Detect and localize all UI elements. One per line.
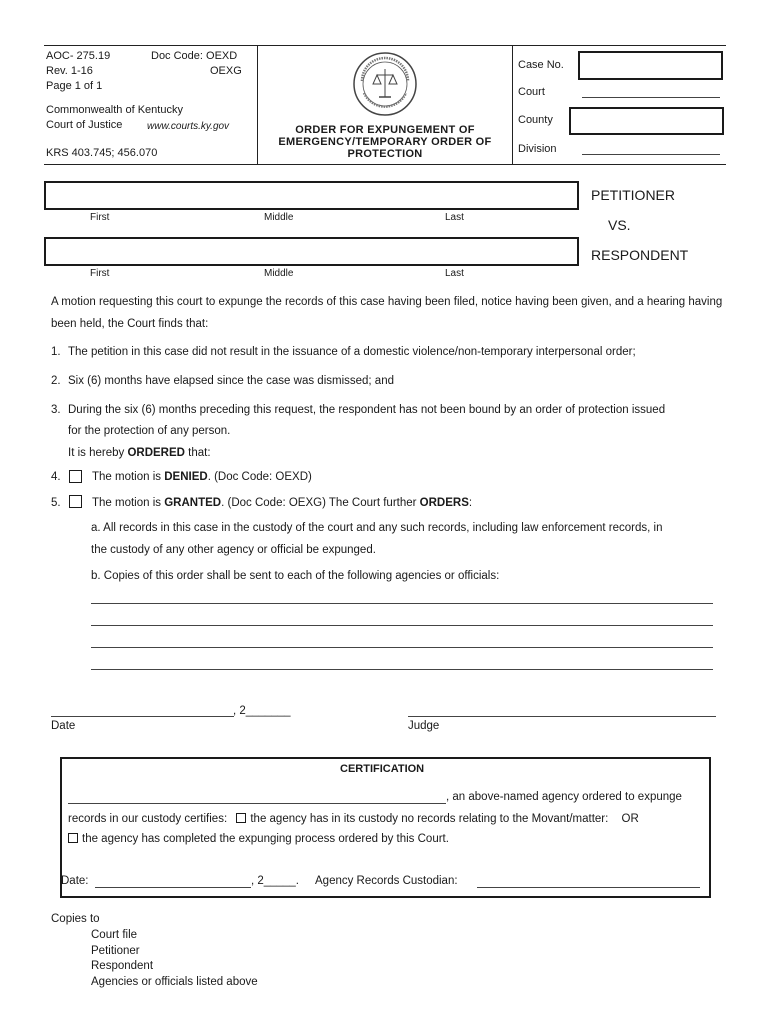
agency-name-line[interactable] [68,803,446,804]
state-seal [352,51,418,117]
cert-line-2-opt: the agency has in its custody no records relating to the Movant/matter: [250,813,609,826]
doc-code-2: OEXG [210,65,242,77]
cert-line-1: , an above-named agency ordered to expunge [446,791,682,803]
item-5-text [92,497,472,509]
denied-checkbox[interactable] [69,470,82,483]
ordered-post: that: [184,447,211,459]
krs-reference: KRS 403.745; 456.070 [46,147,158,159]
title-line-2: EMERGENCY/TEMPORARY ORDER OF [278,136,492,148]
item-4-post: . (Doc Code: OEXD) [207,471,312,483]
item-1-text: The petition in this case did not result in the issuance of a domestic violence/non-temporary interpersonal order; [68,346,636,358]
petitioner-last-label: Last [445,212,464,223]
title-line-3: PROTECTION [347,148,423,160]
case-no-label: Case No. [518,59,564,71]
granted-checkbox[interactable] [69,495,82,508]
ordered-pre: It is hereby [68,447,128,459]
agency-line-2[interactable] [91,625,713,626]
cert-line-3-text: the agency has completed the expunging process ordered by this Court. [82,833,449,846]
copies-item-2: Petitioner [91,945,140,957]
custodian-line[interactable] [477,887,700,888]
county-field[interactable] [569,107,724,135]
cert-line-2-pre: records in our custody certifies: [68,813,228,826]
case-no-field[interactable] [578,51,723,80]
item-4-pre: The motion is [92,471,165,483]
petitioner-name-field[interactable] [44,181,579,210]
judge-signature-line[interactable] [408,716,716,717]
petitioner-label: PETITIONER [591,187,676,203]
versus-label: VS. [608,217,631,233]
item-5-bold-2: ORDERS [419,497,469,509]
petitioner-first-label: First [90,212,110,223]
cert-line-2-or: OR [621,813,639,826]
item-5-bold: GRANTED [164,497,222,509]
form-title [258,124,512,160]
item-3-line-2: for the protection of any person. [68,425,231,437]
division-field[interactable] [582,154,720,155]
intro-paragraph: A motion requesting this court to expunge the records of this case having been filed, notice having been given, and a hearing having been held, the Court finds that: [51,296,723,330]
agency-line-3[interactable] [91,647,713,648]
court-label: Court [518,86,545,98]
sub-a-line-1: a. All records in this case in the custody of the court and any such records, including law enforcement records, in [91,522,663,534]
ordered-bold: ORDERED [127,447,185,459]
copies-item-4: Agencies or officials listed above [91,976,258,988]
court-of-justice: Court of Justice [46,119,123,131]
header-divider-right [512,45,513,165]
item-3-line-1: During the six (6) months preceding this request, the respondent has not been bound by an order of protection issued [68,404,666,416]
division-label: Division [518,143,557,155]
county-label: County [518,114,553,126]
item-2-text: Six (6) months have elapsed since the case was dismissed; and [68,375,394,387]
judge-label: Judge [408,720,440,732]
website: www.courts.ky.gov [147,121,230,132]
expunged-checkbox[interactable] [68,833,78,843]
respondent-middle-label: Middle [264,268,294,279]
item-3-number: 3. [51,404,61,416]
sub-a-line-2: the custody of any other agency or official be expunged. [91,544,376,556]
item-1-number: 1. [51,346,61,358]
certification-title: CERTIFICATION [340,763,425,775]
item-5-mid: . (Doc Code: OEXG) The Court further [221,497,420,509]
respondent-last-label: Last [445,268,464,279]
page-number: Page 1 of 1 [46,80,103,92]
court-field[interactable] [582,97,720,98]
agency-line-4[interactable] [91,669,713,670]
cert-date-year: , 2_____. [251,875,299,887]
ordered-statement [68,447,211,459]
header-bottom-rule [44,164,726,165]
copies-label: Copies to [51,913,100,925]
date-signature-line[interactable] [51,716,234,717]
seal-icon [352,51,418,117]
cert-line-2 [68,813,639,825]
copies-item-3: Respondent [91,960,154,972]
item-2-number: 2. [51,375,61,387]
cert-date-line[interactable] [95,887,251,888]
commonwealth: Commonwealth of Kentucky [46,104,183,116]
cert-date-label: Date: [61,875,89,887]
form-number: AOC- 275.19 [46,50,111,62]
sub-b-line: b. Copies of this order shall be sent to each of the following agencies or officials: [91,570,500,582]
item-4-text [92,471,312,483]
item-4-bold: DENIED [164,471,208,483]
agency-line-1[interactable] [91,603,713,604]
item-4-number: 4. [51,471,61,483]
custodian-label: Agency Records Custodian: [315,875,458,887]
date-label: Date [51,720,76,732]
header-top-rule [44,45,726,46]
respondent-name-field[interactable] [44,237,579,266]
cert-line-3 [68,833,449,845]
revision: Rev. 1-16 [46,65,93,77]
item-5-post: : [468,497,473,509]
no-records-checkbox[interactable] [236,813,246,823]
respondent-label: RESPONDENT [591,247,689,263]
petitioner-middle-label: Middle [264,212,294,223]
title-line-1: ORDER FOR EXPUNGEMENT OF [295,124,475,136]
date-year-fill: , 2_______ [233,705,291,717]
item-5-pre: The motion is [92,497,165,509]
doc-code-label: Doc Code: OEXD [151,50,238,62]
respondent-first-label: First [90,268,110,279]
item-5-number: 5. [51,497,61,509]
copies-item-1: Court file [91,929,138,941]
